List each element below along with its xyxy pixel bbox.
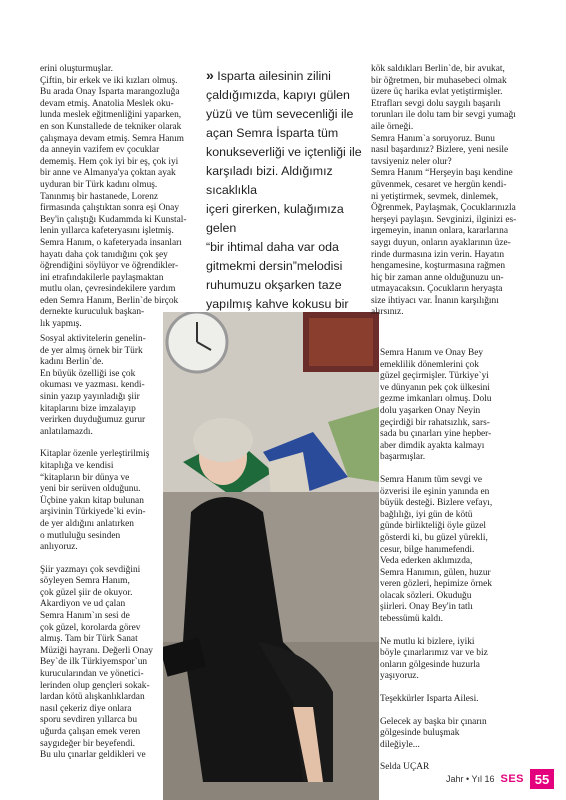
- right-paragraph-4: Ne mutlu ki bizlere, iyiki böyle çınarlarımız var ve biz onların gölgesinde huzurla yaşıyoruz.: [380, 636, 488, 682]
- page-footer: [446, 768, 554, 790]
- page-number: 55: [530, 769, 554, 789]
- left-paragraph-4: Şiir yazmayı çok sevdiğini söyleyen Semra Hanım, çok güzel şiir de okuyor. Akardiyon ve ud çalan Semra Hanım`ın sesi de çok güzel, korolarda görev almış. Tam bir Türk Sanat Müziği hayranı. Değerli Onay Bey`de ilk Türkiyemspor`un kurucularından ve yönetici- lerinden olup gençleri sokak- lardan kötü alışkanlıklardan nasıl çekeriz diye onlara sporu sevdiren yıllarca bu uğurda çalışan emek veren saygıdeğer bir beyefendi. Bu ulu çınarlar geldikleri ve: [40, 564, 153, 761]
- author-signature: Selda UÇAR: [380, 762, 430, 773]
- quote-mark: »: [206, 67, 214, 83]
- left-paragraph-2: Sosyal aktivitelerin genelin- de yer almış örnek bir Türk kadını Berlin`de. En büyük özelliği ise çok okuması ve yazması. kendi- sinin yazıp yayınladığı şiir kitaplarını bize imzalayıp verirken duyduğumuz gurur anlatılamazdı.: [40, 334, 146, 437]
- pull-quote-text: Isparta ailesinin zilini çaldığımızda, kapıyı gülen yüzü ve tüm sevecenliği ile açan Semra İsparta tüm konukseverliği ve içtenliği ile karşıladı bizi. Aldığımız sıcaklıkla içeri girerken, kulağımıza gelen “bir ihtimal daha var oda gitmekmi dersin”melodisi ruhumuzu okşarken taze yapılmış kahve kokusu bir: [206, 69, 362, 311]
- right-paragraph-5: Teşekkürler Isparta Ailesi.: [380, 694, 479, 705]
- right-paragraph-6: Gelecek ay başka bir çınarın gölgesinde buluşmak dileğiyle...: [380, 716, 487, 750]
- issue-label: Jahr • Yıl 16: [445, 774, 495, 784]
- right-column-wrapped: [380, 348, 500, 785]
- portrait-photo: [163, 312, 379, 800]
- left-column-wrapped: [40, 334, 162, 773]
- left-paragraph-3: Kitaplar özenle yerleştirilmiş kitaplığa ve kendisi “kitapların bir dünya ve yeni bir serüven olduğunu. Üçbine yakın kitap bulunan arşivinin Türkiyede`ki evin- de yer aldığını anlatırken o mutluluğu sesinden anlıyoruz.: [40, 449, 150, 553]
- left-paragraph-1: erini oluşturmuşlar. Çiftin, bir erkek ve iki kızları olmuş. Bu arada Onay Isparta marangozluğa devam etmiş. Anatolia Meslek oku- lunda meslek eğitmenliğini yaparken, en son Kunstallede de tekniker olarak çalışmaya devam etmiş. Semra Hanım da anneyin vazifem ev çocuklar dememiş. Hem çok iyi bir eş, çok iyi bir anne ve Almanya'ya çoktan ayak uyduran bir Türk kadını olmuş. Tanınmış bir hastanede, Lorenz firmasında çalıştıktan sonra eşi Onay Bey'in çalıştığı Kudammda ki Kunstal- lenin yıllarca kafeteryasını işletmiş. Semra Hanım, o kafeteryada insanları hayatı daha çok tanıdığını çok şey öğrendiğini söylüyor ve öğrendikler- ini etrafındakilerle paylaşmaktan mutlu olan, çevresindekilere yardım eden Semra Hanım, Berlin`de birçok dernekte kuruculuk başkan- lık yapmış.: [40, 64, 187, 330]
- right-paragraph-1: kök saldıkları Berlin`de, bir avukat, bir öğretmen, bir muhasebeci olmak üzere üç harika evlat yetiştirmişler. Etrafları sevgi dolu saygılı başarılı torunları ile dolu tam bir sevgi yumağı aile örneği. Semra Hanım`a soruyoruz. Bunu nasıl başardınız? Bizlere, yeni nesile tavsiyeniz neler olur? Semra Hanım “Herşeyin başı kendine güvenmek, cesaret ve hergün kendi- ni yetiştirmek, sevmek, dinlemek, Öğrenmek, Paylaşmak, Çocuklarınızla herşeyi paylaşın. Sevginizi, ilginizi es- irgemeyin, inanın onlara, kararlarına saygı duyun, onların ayaklarının üze- rinde durmasına izin verin. Hayatın hengamesine, koşturmasına rağmen hiç bir zaman anne olduğunuzu un- utmayacaksın. Çocukların heryaşta size ihtiyacı var. İnanın karşılığını alırsınız.: [371, 64, 517, 318]
- right-paragraph-2: Semra Hanım ve Onay Bey emeklilik dönemlerini çok güzel geçirmişler. Türkiye`yi ve dünyanın pek çok ülkesini gezme imkanları olmuş. Dolu dolu yaşarken Onay Neyin geçirdiği bir rahatsızlık, sars- sada bu çınarları yine hepber- aber dimdik ayakta kalmayı başarmışlar.: [380, 348, 492, 463]
- right-column: [371, 64, 531, 330]
- brand-logo: SES: [500, 773, 524, 785]
- right-paragraph-3: Semra Hanım tüm sevgi ve özverisi ile eşinin yanında en büyük desteği. Bizlere vefayı, bağlılığı, iyi gün de kötü günde birlikteliği öyle güzel gösterdi ki, bu güzel yürekli, cesur, bilge hanımefendi. Veda ederken aklımızda, Semra Hanımın, gülen, huzur veren gözleri, hepimize örnek olacak sözleri. Okuduğu şiirleri. Onay Bey'in tatlı tebessümü kaldı.: [380, 474, 493, 625]
- left-column: [40, 64, 190, 342]
